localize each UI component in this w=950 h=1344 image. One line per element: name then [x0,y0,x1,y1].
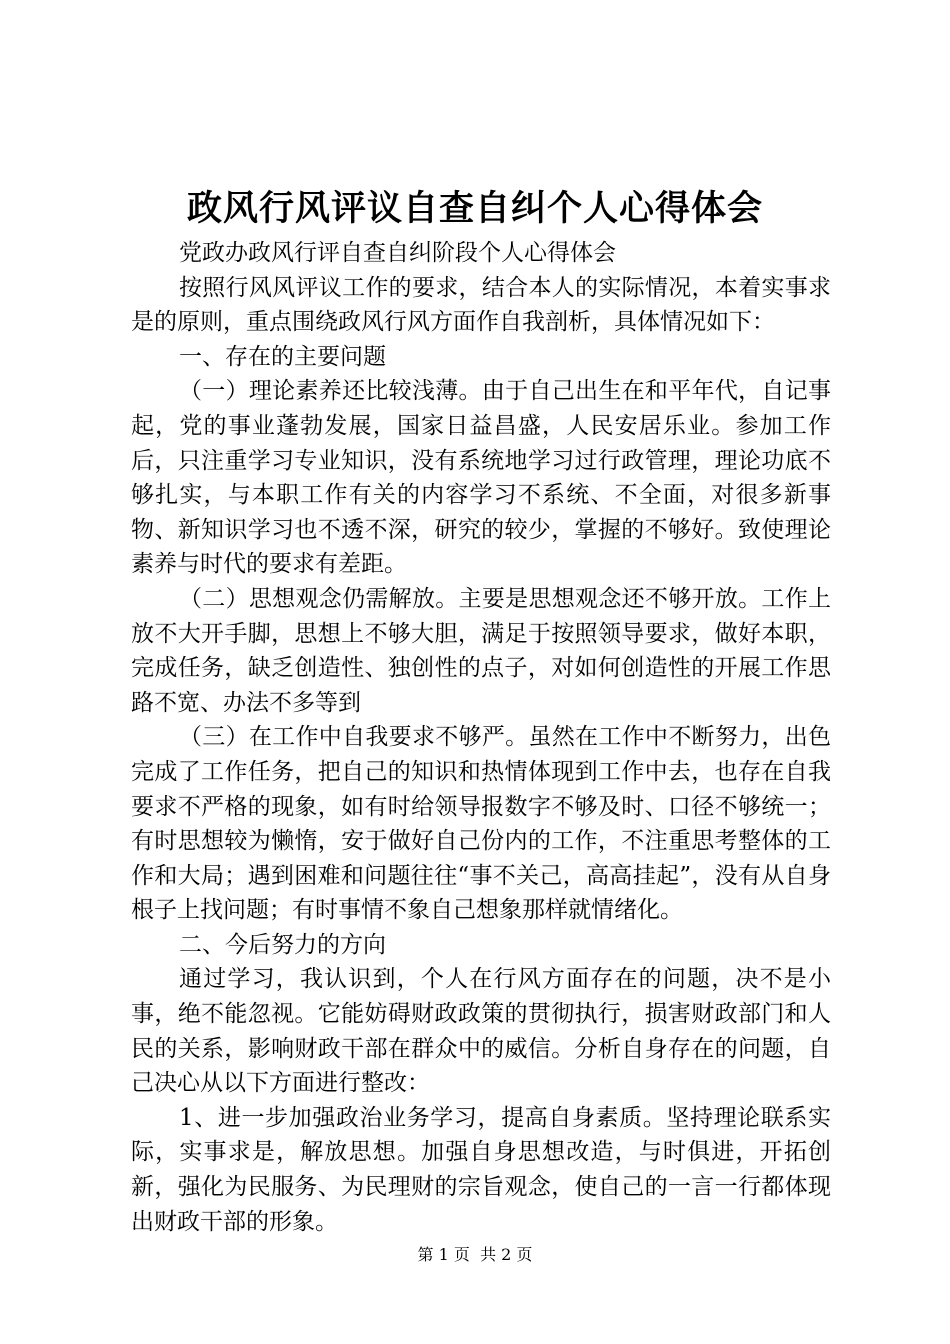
document-body [131,236,831,1239]
section-heading-direction: 二、今后努力的方向 [179,931,386,958]
page-title: 政风行风评议自查自纠个人心得体会 [186,188,763,229]
direction-item-1-paragraph: 1、进一步加强政治业务学习，提高自身素质。坚持理论联系实际，实事求是，解放思想。加强自身思想改造，与时俱进，开拓创新，强化为民服务、为民理财的宗旨观念，使自己的一言一行都体现出财政干部的形象。 [131,1104,831,1235]
intro-paragraph: 按照行风风评议工作的要求，结合本人的实际情况，本着实事求是的原则，重点围绕政风行风方面作自我剖析，具体情况如下： [131,274,831,336]
problem-paragraph-1: （一）理论素养还比较浅薄。由于自己出生在和平年代，自记事起，党的事业蓬勃发展，国家日益昌盛，人民安居乐业。参加工作后，只注重学习专业知识，没有系统地学习过行政管理，理论功底不够扎实，与本职工作有关的内容学习不系统、不全面，对很多新事物、新知识学习也不透不深，研究的较少，掌握的不够好。致使理论素养与时代的要求有差距。 [131,378,831,578]
direction-intro-paragraph: 通过学习，我认识到，个人在行风方面存在的问题，决不是小事，绝不能忽视。它能妨碍财政政策的贯彻执行，损害财政部门和人民的关系，影响财政干部在群众中的威信。分析自身存在的问题，自己决心从以下方面进行整改： [131,966,831,1097]
section-heading-problems: 一、存在的主要问题 [179,343,386,370]
page-footer: 第 1 页 共 2 页 [417,1245,533,1264]
problem-paragraph-3: （三）在工作中自我要求不够严。虽然在工作中不断努力，出色完成了工作任务，把自己的知识和热情体现到工作中去，也存在自我要求不严格的现象，如有时给领导报数字不够及时、口径不够统一；有时思想较为懒惰，安于做好自己份内的工作，不注重思考整体的工作和大局；遇到困难和问题往往“事不关己，高高挂起”，没有从自身根子上找问题；有时事情不象自己想象那样就情绪化。 [131,724,831,924]
problem-paragraph-2: （二）思想观念仍需解放。主要是思想观念还不够开放。工作上放不大开手脚，思想上不够大胆，满足于按照领导要求，做好本职，完成任务，缺乏创造性、独创性的点子，对如何创造性的开展工作思路不宽、办法不多等到 [131,585,831,716]
subtitle-paragraph: 党政办政风行评自查自纠阶段个人心得体会 [179,240,616,266]
